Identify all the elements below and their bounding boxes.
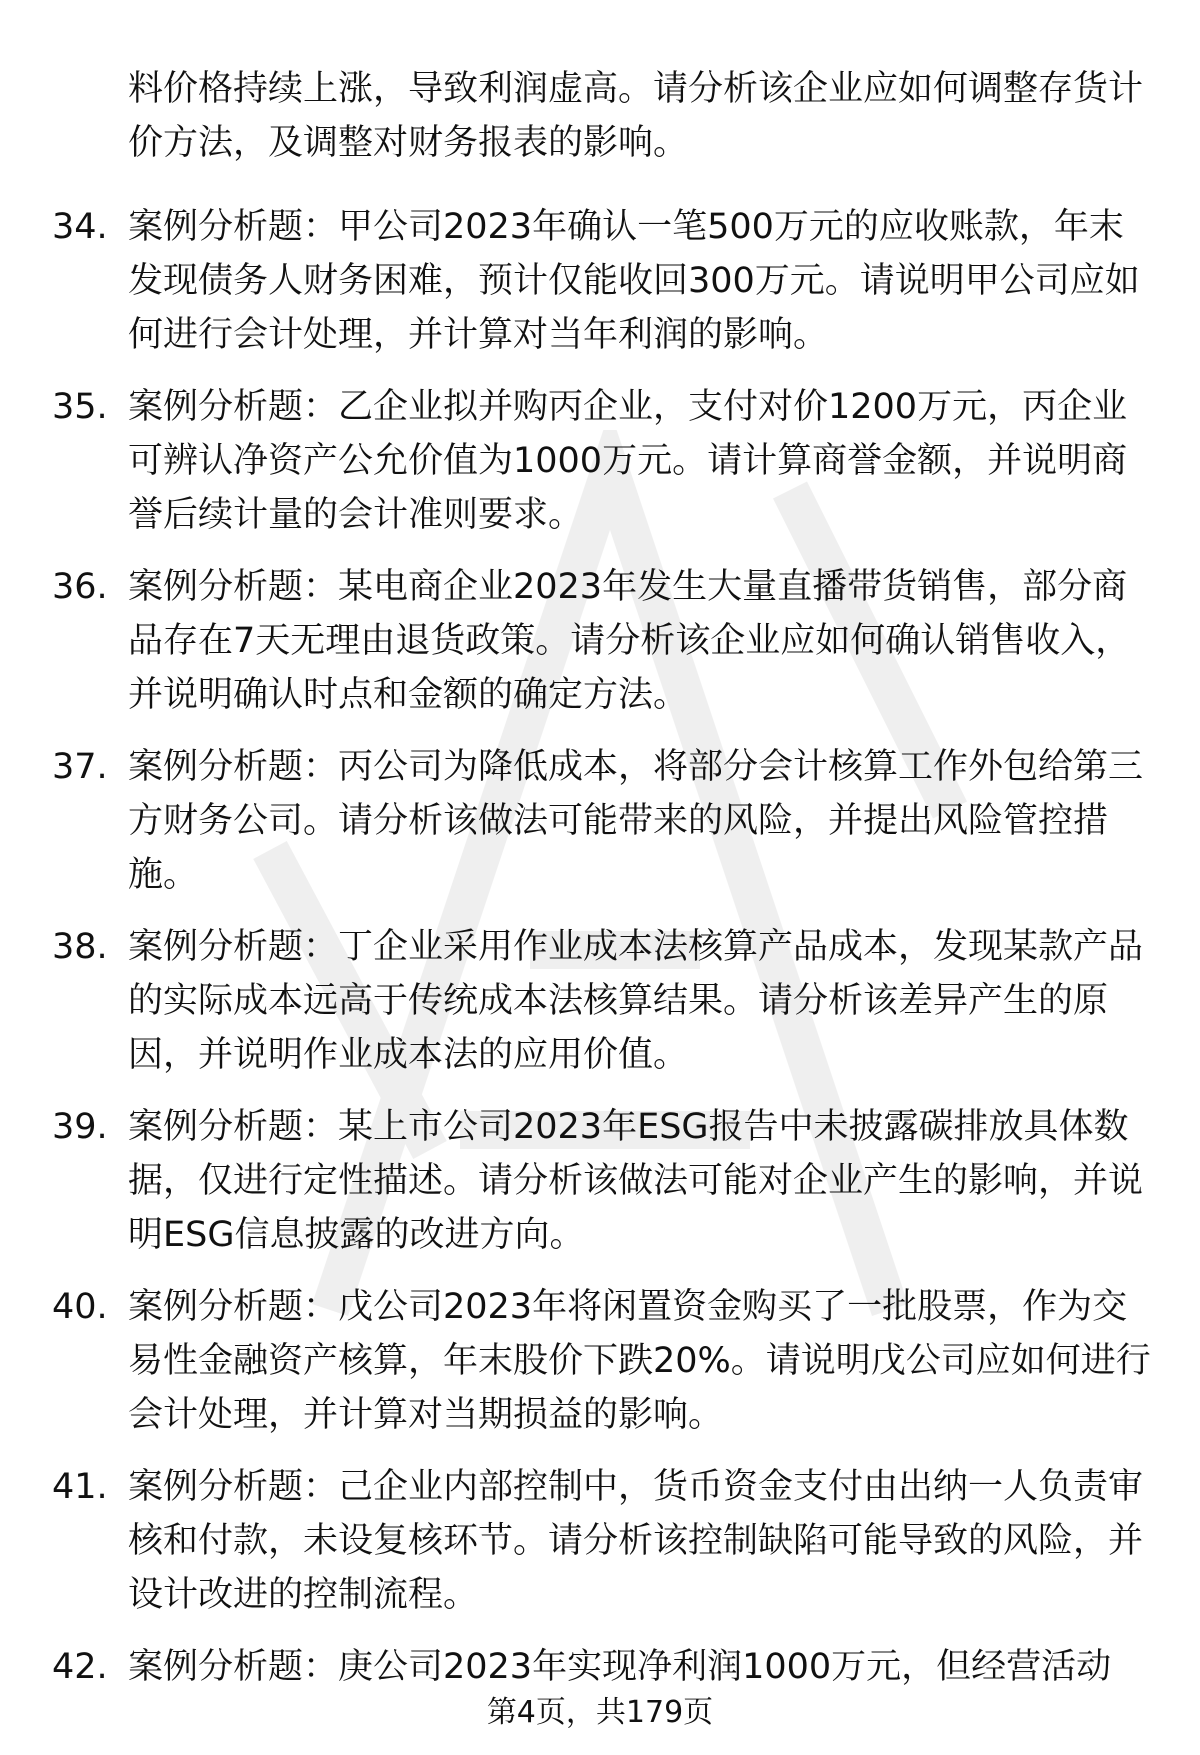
question-number: 41. xyxy=(52,1467,108,1507)
question-number: 34. xyxy=(52,207,108,247)
question-text: 案例分析题：乙企业拟并购丙企业，支付对价1200万元，丙企业可辨认净资产公允价值为1000万元。请计算商誉金额，并说明商誉后续计量的会计准则要求。 xyxy=(128,387,1128,535)
question-number: 39. xyxy=(52,1107,108,1147)
question-text: 案例分析题：己企业内部控制中，货币资金支付由出纳一人负责审核和付款，未设复核环节。请分析该控制缺陷可能导致的风险，并设计改进的控制流程。 xyxy=(128,1467,1144,1615)
question-number: 42. xyxy=(52,1647,108,1687)
question-number: 35. xyxy=(52,387,108,427)
page-footer-pagination: 第4页，共179页 xyxy=(486,1695,714,1730)
question-number: 38. xyxy=(52,927,108,967)
question-number: 37. xyxy=(52,747,108,787)
question-text: 案例分析题：丙公司为降低成本，将部分会计核算工作外包给第三方财务公司。请分析该做法可能带来的风险，并提出风险管控措施。 xyxy=(128,747,1144,895)
question-number: 36. xyxy=(52,567,108,607)
question-text: 案例分析题：庚公司2023年实现净利润1000万元，但经营活动 xyxy=(128,1647,1112,1687)
question-text: 案例分析题：丁企业采用作业成本法核算产品成本，发现某款产品的实际成本远高于传统成本法核算结果。请分析该差异产生的原因，并说明作业成本法的应用价值。 xyxy=(128,927,1144,1075)
question-text: 案例分析题：戊公司2023年将闲置资金购买了一批股票，作为交易性金融资产核算，年末股价下跌20%。请说明戊公司应如何进行会计处理，并计算对当期损益的影响。 xyxy=(128,1287,1151,1435)
question-text: 案例分析题：某上市公司2023年ESG报告中未披露碳排放具体数据，仅进行定性描述。请分析该做法可能对企业产生的影响，并说明ESG信息披露的改进方向。 xyxy=(128,1107,1144,1255)
question-text: 案例分析题：甲公司2023年确认一笔500万元的应收账款，年末发现债务人财务困难，预计仅能收回300万元。请说明甲公司应如何进行会计处理，并计算对当年利润的影响。 xyxy=(128,207,1140,355)
question-continuation-text: 料价格持续上涨，导致利润虚高。请分析该企业应如何调整存货计价方法，及调整对财务报表的影响。 xyxy=(128,69,1144,163)
question-number: 40. xyxy=(52,1287,108,1327)
question-text: 案例分析题：某电商企业2023年发生大量直播带货销售，部分商品存在7天无理由退货政策。请分析该企业应如何确认销售收入，并说明确认时点和金额的确定方法。 xyxy=(128,567,1131,715)
